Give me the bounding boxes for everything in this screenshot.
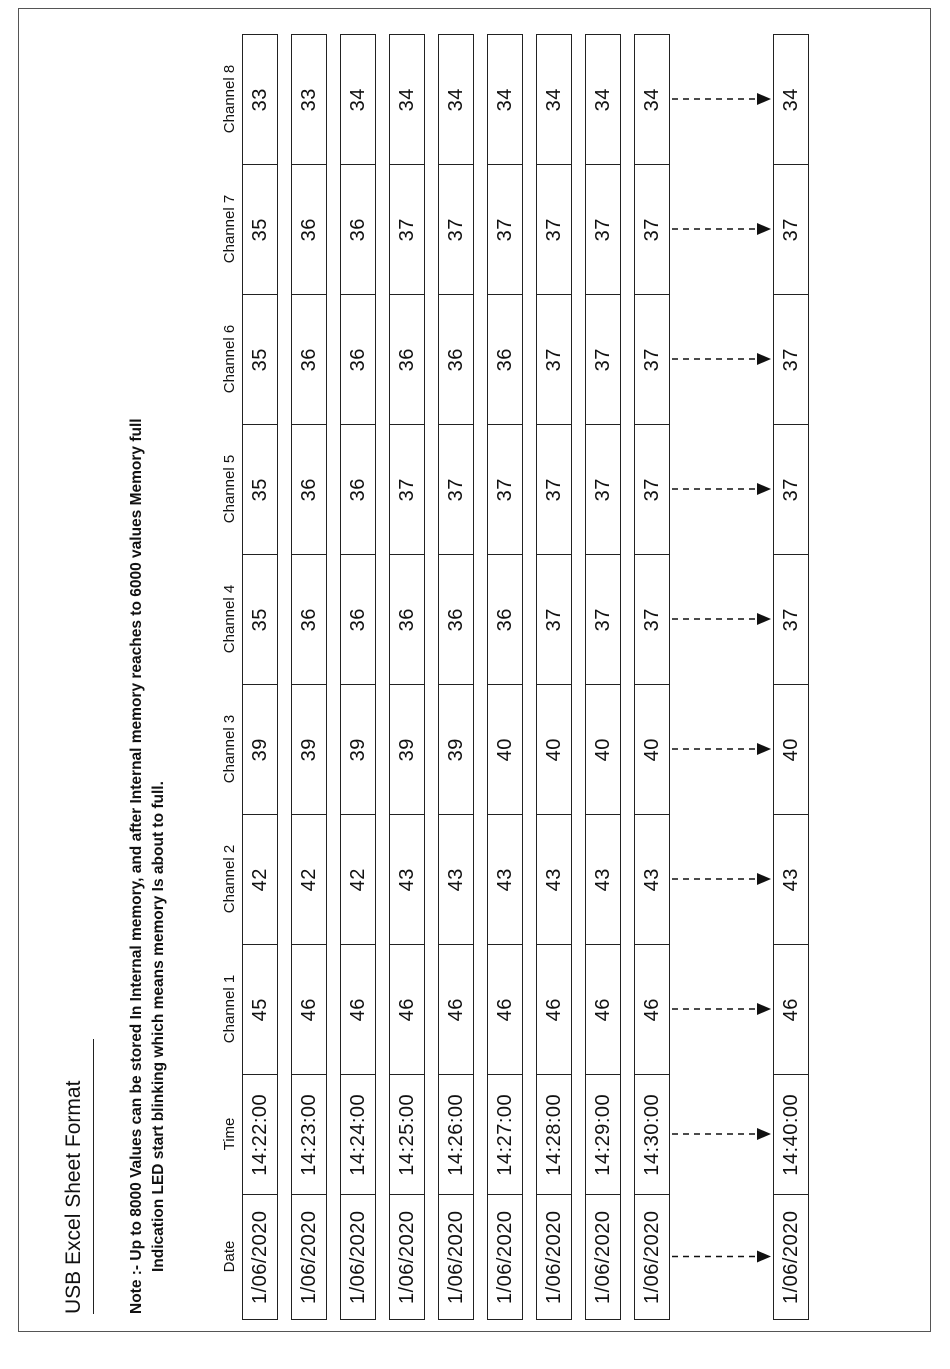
table-cell: 1/06/2020	[773, 1194, 809, 1321]
table-cell: 46	[438, 944, 474, 1076]
table-cell: 14:30:00	[634, 1074, 670, 1196]
table-cell: 36	[291, 424, 327, 556]
table-cell: 35	[242, 294, 278, 426]
table-cell: 37	[487, 424, 523, 556]
table-cell: 1/06/2020	[291, 1194, 327, 1321]
table-cell: 46	[389, 944, 425, 1076]
table-cell: 43	[487, 814, 523, 946]
table-cell: 37	[634, 554, 670, 686]
table-cell: 1/06/2020	[634, 1194, 670, 1321]
arrow-head-icon	[757, 743, 771, 755]
table-cell: 1/06/2020	[389, 1194, 425, 1321]
table-cell: 37	[585, 424, 621, 556]
column-header: Channel 5	[221, 454, 238, 524]
arrow-head-icon	[757, 483, 771, 495]
table-cell: 42	[291, 814, 327, 946]
table-cell: 43	[438, 814, 474, 946]
table-cell: 14:40:00	[773, 1074, 809, 1196]
table-cell: 43	[634, 814, 670, 946]
arrow-head-icon	[757, 353, 771, 365]
table-cell: 36	[389, 294, 425, 426]
table-cell: 42	[242, 814, 278, 946]
table-cell: 37	[773, 164, 809, 296]
note-line-2: Indication LED start blinking which means memory Is about to full.	[150, 781, 167, 1272]
table-cell: 46	[634, 944, 670, 1076]
table-cell: 37	[585, 294, 621, 426]
column-header: Channel 8	[221, 64, 238, 134]
table-cell: 36	[340, 424, 376, 556]
table-cell: 37	[389, 164, 425, 296]
table-cell: 1/06/2020	[585, 1194, 621, 1321]
table-cell: 14:29:00	[585, 1074, 621, 1196]
table-cell: 36	[438, 294, 474, 426]
table-cell: 37	[773, 424, 809, 556]
column-header: Channel 7	[221, 194, 238, 264]
table-cell: 14:27:00	[487, 1074, 523, 1196]
table-cell: 46	[340, 944, 376, 1076]
table-cell: 36	[487, 554, 523, 686]
table-cell: 33	[242, 34, 278, 166]
table-cell: 39	[438, 684, 474, 816]
page-title: USB Excel Sheet Format	[62, 1080, 85, 1314]
table-cell: 43	[585, 814, 621, 946]
table-cell: 40	[585, 684, 621, 816]
table-cell: 46	[487, 944, 523, 1076]
table-cell: 37	[536, 164, 572, 296]
table-cell: 37	[536, 554, 572, 686]
table-cell: 37	[536, 424, 572, 556]
table-cell: 37	[773, 554, 809, 686]
table-cell: 43	[773, 814, 809, 946]
column-header: Channel 2	[221, 844, 238, 914]
table-cell: 40	[634, 684, 670, 816]
table-cell: 14:23:00	[291, 1074, 327, 1196]
table-cell: 39	[242, 684, 278, 816]
table-cell: 39	[340, 684, 376, 816]
table-cell: 1/06/2020	[340, 1194, 376, 1321]
table-cell: 34	[536, 34, 572, 166]
note-line-1: Note :- Up to 8000 Values can be stored In Internal memory, and after Internal memory reaches to 6000 values Memory full	[128, 418, 145, 1314]
arrow-head-icon	[757, 93, 771, 105]
column-header: Date	[221, 1240, 238, 1273]
table-cell: 43	[389, 814, 425, 946]
table-cell: 46	[291, 944, 327, 1076]
table-cell: 14:26:00	[438, 1074, 474, 1196]
table-cell: 33	[291, 34, 327, 166]
table-cell: 1/06/2020	[536, 1194, 572, 1321]
table-cell: 37	[438, 164, 474, 296]
table-cell: 40	[536, 684, 572, 816]
table-cell: 36	[291, 294, 327, 426]
table-cell: 34	[487, 34, 523, 166]
table-cell: 46	[773, 944, 809, 1076]
table-cell: 14:25:00	[389, 1074, 425, 1196]
table-cell: 43	[536, 814, 572, 946]
table-cell: 45	[242, 944, 278, 1076]
table-cell: 34	[585, 34, 621, 166]
table-cell: 34	[438, 34, 474, 166]
table-cell: 36	[487, 294, 523, 426]
table-cell: 34	[773, 34, 809, 166]
table-cell: 37	[389, 424, 425, 556]
table-cell: 35	[242, 554, 278, 686]
arrow-head-icon	[757, 873, 771, 885]
table-cell: 1/06/2020	[487, 1194, 523, 1321]
table-cell: 14:22:00	[242, 1074, 278, 1196]
table-cell: 39	[291, 684, 327, 816]
column-header: Channel 6	[221, 324, 238, 394]
table-cell: 39	[389, 684, 425, 816]
table-cell: 37	[536, 294, 572, 426]
column-header: Time	[221, 1117, 238, 1151]
table-cell: 37	[585, 164, 621, 296]
table-cell: 34	[634, 34, 670, 166]
table-cell: 36	[389, 554, 425, 686]
table-cell: 36	[438, 554, 474, 686]
column-header: Channel 1	[221, 974, 238, 1044]
column-header: Channel 4	[221, 584, 238, 654]
arrow-head-icon	[757, 1003, 771, 1015]
table-cell: 46	[585, 944, 621, 1076]
table-cell: 36	[340, 554, 376, 686]
table-cell: 34	[340, 34, 376, 166]
arrow-head-icon	[757, 1251, 771, 1263]
table-cell: 36	[340, 164, 376, 296]
table-cell: 40	[487, 684, 523, 816]
table-cell: 1/06/2020	[242, 1194, 278, 1321]
table-cell: 35	[242, 424, 278, 556]
table-cell: 37	[487, 164, 523, 296]
table-cell: 42	[340, 814, 376, 946]
arrow-head-icon	[757, 1128, 771, 1140]
table-cell: 37	[438, 424, 474, 556]
table-cell: 40	[773, 684, 809, 816]
table-cell: 36	[291, 164, 327, 296]
table-cell: 14:28:00	[536, 1074, 572, 1196]
column-header: Channel 3	[221, 714, 238, 784]
table-cell: 37	[773, 294, 809, 426]
table-cell: 1/06/2020	[438, 1194, 474, 1321]
table-cell: 37	[634, 424, 670, 556]
table-cell: 36	[291, 554, 327, 686]
table-cell: 46	[536, 944, 572, 1076]
table-cell: 37	[634, 294, 670, 426]
arrow-head-icon	[757, 223, 771, 235]
table-cell: 36	[340, 294, 376, 426]
table-cell: 37	[585, 554, 621, 686]
arrow-head-icon	[757, 613, 771, 625]
table-cell: 35	[242, 164, 278, 296]
table-cell: 34	[389, 34, 425, 166]
table-cell: 37	[634, 164, 670, 296]
table-cell: 14:24:00	[340, 1074, 376, 1196]
